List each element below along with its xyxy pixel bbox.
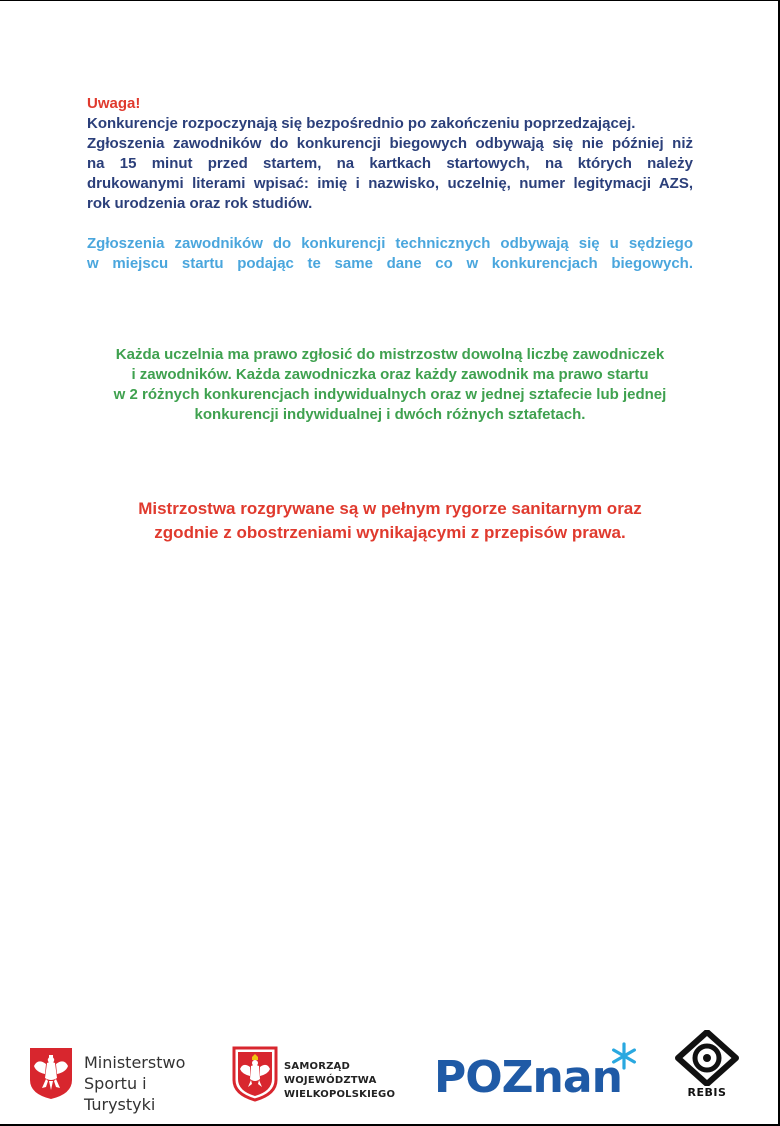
asterisk-star-icon (610, 1042, 638, 1070)
samorzad-line1: SAMORZĄD WOJEWÓDZTWA (284, 1061, 377, 1086)
technical-section (87, 234, 693, 274)
notice-line: rok urodzenia oraz rok studiów. (87, 195, 313, 212)
notice-line: Zgłoszenia zawodników do konkurencji biegowych odbywają się nie później niż (87, 135, 693, 152)
notice-line: drukowanymi literami wpisać: imię i nazwisko, uczelnię, numer legitymacji AZS, (87, 175, 693, 192)
samorzad-line2: WIELKOPOLSKIEGO (284, 1089, 396, 1100)
entries-section (87, 345, 693, 425)
entries-line: i zawodników. Każda zawodniczka oraz każdy zawodnik ma prawo startu (131, 366, 649, 383)
ministerstwo-line2: Sportu i Turystyki (84, 1074, 156, 1114)
entries-line: Każda uczelnia ma prawo zgłosić do mistrzostw dowolną liczbę zawodniczek (115, 346, 665, 363)
samorzad-logo (232, 1046, 412, 1102)
poznan-wordmark: POZnan (434, 1052, 622, 1103)
sponsor-logos (0, 1030, 780, 1114)
page-border-top (0, 0, 780, 1)
technical-line: w miejscu startu podając te same dane co w konkurencjach biegowych. (87, 255, 693, 272)
sanitary-line: Mistrzostwa rozgrywane są w pełnym rygorze sanitarnym oraz (138, 499, 642, 518)
sanitary-line: zgodnie z obostrzeniami wynikającymi z przepisów prawa. (154, 523, 626, 542)
ministerstwo-logo (28, 1046, 218, 1114)
notice-heading: Uwaga! (87, 95, 141, 112)
rebis-logo (672, 1030, 742, 1110)
entries-line: w 2 różnych konkurencjach indywidualnych oraz w jednej sztafecie lub jednej (113, 386, 667, 403)
polish-eagle-icon (28, 1046, 74, 1100)
technical-line: Zgłoszenia zawodników do konkurencji technicznych odbywają się u sędziego (87, 235, 693, 252)
ministerstwo-line1: Ministerstwo (84, 1053, 186, 1072)
rebis-wordmark: REBIS (687, 1086, 727, 1099)
notice-line: na 15 minut przed startem, na kartkach startowych, na których należy (87, 155, 693, 172)
entries-line: konkurencji indywidualnej i dwóch różnych sztafetach. (194, 406, 586, 423)
ministerstwo-text (84, 1052, 218, 1115)
sanitary-section (87, 497, 693, 545)
notice-line: Konkurencje rozpoczynają się bezpośrednio po zakończeniu poprzedzającej. (87, 115, 636, 132)
wielkopolska-coat-of-arms-icon (232, 1046, 278, 1102)
notice-section (87, 94, 693, 214)
poznan-logo (432, 1042, 642, 1102)
rebis-emblem-icon (672, 1030, 742, 1086)
samorzad-text (284, 1060, 412, 1102)
